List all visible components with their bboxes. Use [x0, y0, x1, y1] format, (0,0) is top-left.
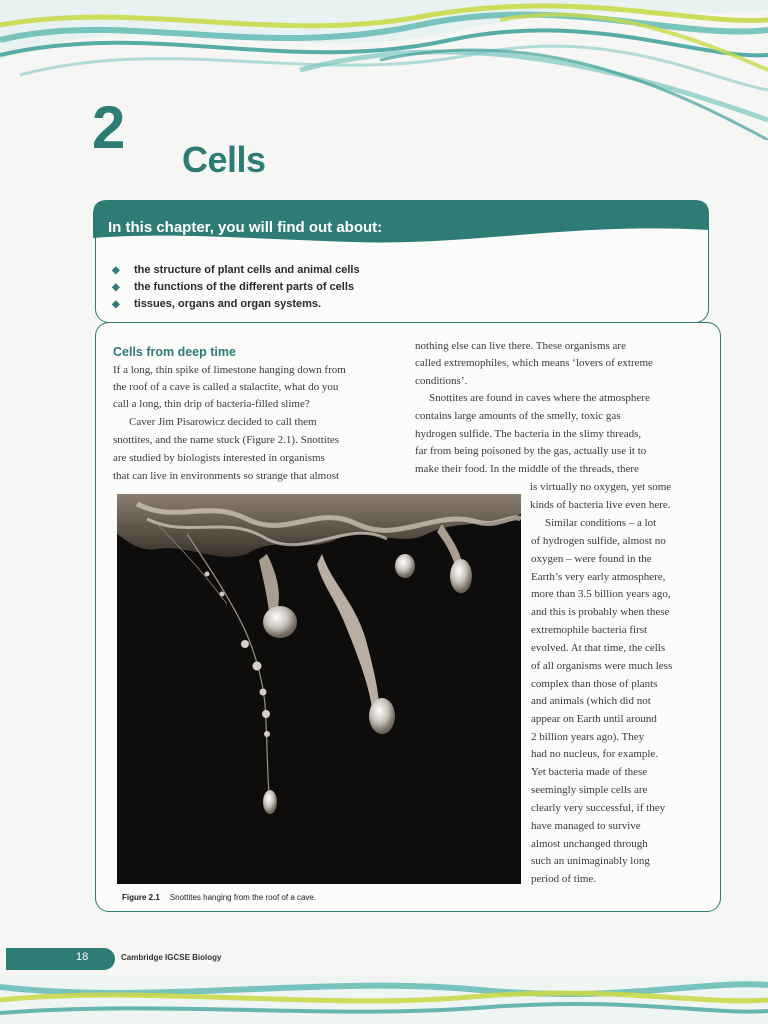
body-text-line: complex than those of plants — [531, 678, 658, 690]
body-text-line: of hydrogen sulfide, almost no — [531, 535, 666, 547]
body-text-line: that can live in environments so strange that almost — [113, 470, 340, 482]
body-text-line: Caver Jim Pisarowicz decided to call them — [129, 416, 317, 428]
intro-heading: In this chapter, you will find out about: — [108, 219, 383, 236]
chapter-number: 2 — [92, 94, 126, 161]
chapter-title: Cells — [182, 139, 266, 180]
figure-label: Figure 2.1 — [122, 893, 160, 902]
body-text-line: and animals (which did not — [531, 695, 651, 707]
body-text-line: the roof of a cave is called a stalactite, what do you — [113, 381, 339, 393]
snottites-photo — [117, 494, 521, 884]
diamond-bullet-icon: ◆ — [112, 282, 120, 293]
intro-list — [112, 262, 360, 313]
page-number-tab — [6, 948, 115, 970]
body-text-line: almost unchanged through — [531, 838, 648, 850]
page-number: 18 — [76, 951, 89, 963]
body-text-line: nothing else can live there. These organisms are — [415, 340, 626, 352]
body-text-line: call a long, thin drip of bacteria-filled slime? — [113, 398, 310, 410]
intro-item: ◆ the structure of plant cells and animal cells — [112, 262, 360, 279]
body-text-line: is virtually no oxygen, yet some — [530, 481, 672, 493]
body-text-line: had no nucleus, for example. — [531, 748, 659, 760]
footer-wave-decoration — [0, 975, 768, 1024]
body-text-line: Snottites are found in caves where the atmosphere — [429, 392, 650, 404]
body-text-line: and this is probably when these — [531, 606, 670, 618]
body-text-line: oxygen – were found in the — [531, 553, 652, 565]
body-text-line: snottites, and the name stuck (Figure 2.1). Snottites — [113, 434, 340, 446]
body-text-line: extremophile bacteria first — [531, 624, 648, 636]
body-text-line: evolved. At that time, the cells — [531, 642, 666, 654]
body-text-line: contains large amounts of the smelly, toxic gas — [415, 410, 621, 422]
body-text-line: Similar conditions – a lot — [545, 517, 657, 529]
intro-item: ◆ tissues, organs and organ systems. — [112, 296, 360, 313]
body-text-line: If a long, thin spike of limestone hanging down from — [113, 364, 346, 376]
figure-caption — [122, 893, 316, 902]
body-text-line: are studied by biologists interested in organisms — [113, 452, 325, 464]
body-text-line: period of time. — [531, 873, 597, 885]
body-text-line: of all organisms were much less — [531, 660, 673, 672]
body-text-line: Earth’s very early atmosphere, — [531, 571, 666, 583]
book-title: Cambridge IGCSE Biology — [121, 953, 222, 962]
body-text-line: called extremophiles, which means ‘lovers of extreme — [415, 357, 653, 369]
diamond-bullet-icon: ◆ — [112, 299, 120, 310]
body-text-line: kinds of bacteria live even here. — [530, 499, 671, 511]
body-text-line: make their food. In the middle of the threads, there — [415, 463, 639, 475]
figure-caption-text: Snottites hanging from the roof of a cave. — [169, 893, 317, 902]
body-text-line: have managed to survive — [531, 820, 641, 832]
body-text-line: conditions’. — [415, 375, 468, 387]
body-text-line: clearly very successful, if they — [531, 802, 666, 814]
body-text-line: hydrogen sulfide. The bacteria in the slimy threads, — [415, 428, 642, 440]
body-text-line: such an unimaginably long — [531, 855, 650, 867]
body-text-line: far from being poisoned by the gas, actually use it to — [415, 445, 647, 457]
body-text-line: appear on Earth until around — [531, 713, 657, 725]
section-heading: Cells from deep time — [113, 345, 236, 359]
intro-item: ◆ the functions of the different parts of cells — [112, 279, 360, 296]
body-text-line: more than 3.5 billion years ago, — [531, 588, 671, 600]
diamond-bullet-icon: ◆ — [112, 265, 120, 276]
body-text-line: seemingly simple cells are — [531, 784, 648, 796]
body-text-line: Yet bacteria made of these — [531, 766, 648, 778]
body-text-line: 2 billion years ago). They — [531, 731, 645, 743]
